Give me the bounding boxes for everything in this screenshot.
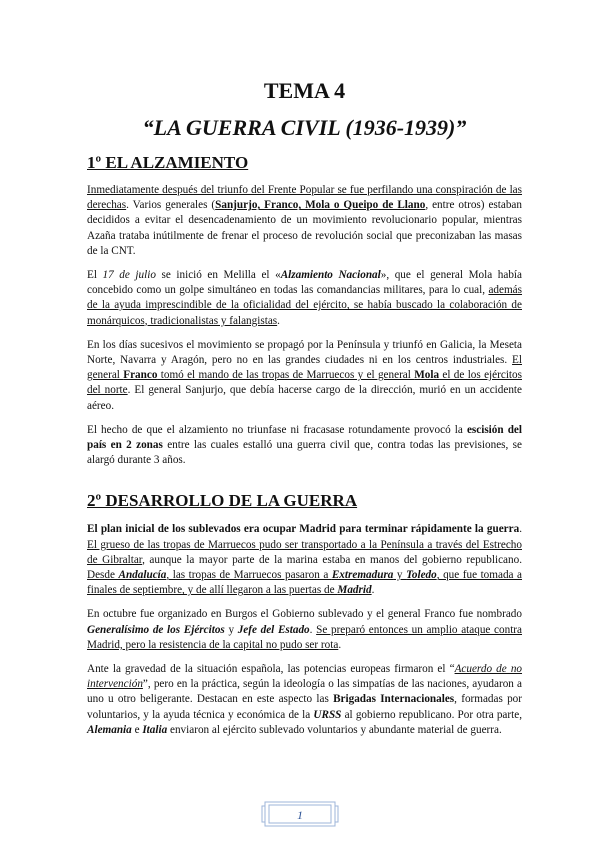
text-run: Desde — [87, 569, 119, 582]
text-run: escisión del país en 2 zonas — [87, 423, 522, 452]
text-run: Generalísimo de los Ejércitos — [87, 623, 225, 636]
text-run: Sanjurjo, Franco, Mola o Queipo de Llano — [215, 199, 426, 212]
text-run: . — [338, 638, 342, 651]
paragraph — [87, 607, 522, 653]
text-run: . — [519, 523, 522, 536]
text-run: , aunque la mayor parte de la marina estaba en manos del gobierno republicano. — [142, 553, 522, 566]
text-run: . El general Sanjurjo, que debía hacerse cargo de la dirección, murió en un accidente aéreo. — [87, 384, 522, 412]
text-run: al gobierno republicano. Por otra parte, — [341, 708, 522, 721]
text-run: Madrid — [337, 584, 372, 597]
text-run: el de los ejércitos del norte — [87, 369, 522, 397]
text-run: Mola — [414, 369, 440, 382]
paragraph — [87, 522, 522, 598]
text-run: Italia — [142, 723, 168, 736]
page-number: 1 — [297, 808, 303, 822]
text-run: En octubre fue organizado en Burgos el Gobierno sublevado y el general Franco fue nombrado — [87, 608, 522, 621]
text-run: Andalucía — [118, 569, 167, 582]
text-run: Inmediatamente después del triunfo del Frente Popular se fue perfilando una conspiración de las derechas — [87, 184, 522, 212]
text-run: Franco — [123, 369, 158, 382]
paragraph — [87, 662, 522, 738]
text-run: El — [87, 269, 103, 282]
text-run: entre las cuales estalló una guerra civil que, contra todas las previsiones, se alargó durante 3 años. — [87, 439, 522, 467]
text-run: Toledo — [406, 569, 437, 582]
text-run: En los días sucesivos el movimiento se propagó por la Península y triunfó en Galicia, la Meseta Norte, Navarra y Aragón, pero no en las grandes ciudades ni en los centros industriales. — [87, 338, 522, 367]
text-run: , las tropas de Marruecos pasaron a — [166, 569, 332, 582]
text-run: y — [224, 623, 238, 636]
text-run: . — [371, 584, 375, 597]
page-number-frame-icon — [261, 796, 339, 832]
text-run: , entre otros) estaban decididos a evitar el desencadenamiento de un movimiento revolucionario popular, mientras Azaña trataba inútilmente de frenar el proceso de revolución social que preconizaban las masas de la CNT. — [87, 199, 522, 257]
text-run: Ante la gravedad de la situación española, las potencias europeas firmaron el “ — [87, 663, 455, 676]
text-run: y — [393, 569, 407, 582]
text-run: », que el general Mola había concebido como un golpe simultáneo en todas las comandancias militares, para lo cual, — [87, 269, 522, 297]
text-run: El grueso de las tropas de Marruecos pudo ser transportado a la Península a través del Estrecho de Gibraltar — [87, 538, 522, 566]
paragraph — [87, 183, 522, 259]
text-run: Jefe del Estado — [237, 623, 310, 636]
text-run: URSS — [313, 708, 342, 721]
text-run: Alzamiento Nacional — [280, 269, 381, 282]
text-run: El plan inicial de los sublevados era ocupar Madrid para terminar rápidamente la guerra — [87, 523, 520, 536]
text-run: Acuerdo de no intervención — [87, 663, 523, 691]
text-run: Se preparó entonces un amplio ataque contra Madrid, pero la resistencia de la capital no pudo ser rota — [87, 623, 522, 651]
text-run: tomó el mando de las tropas de Marruecos y el general — [157, 369, 415, 382]
text-run: Alemania — [87, 723, 132, 736]
paragraph — [87, 423, 522, 469]
text-run: , que fue tomada a finales de septiembre, y de allí llegaron a las puertas de — [87, 569, 523, 597]
document-subtitle: “LA GUERRA CIVIL (1936-1939)” — [142, 115, 467, 140]
text-run: e — [131, 723, 143, 736]
section-body-desarrollo — [87, 522, 522, 738]
section-heading-alzamiento: 1º EL ALZAMIENTO — [87, 153, 249, 172]
text-run: . Varios generales ( — [126, 199, 216, 212]
text-run: además de la ayuda imprescindible de la oficialidad del ejército, se había buscado la colaboración de monárquicos, tradicionalistas y falangistas — [87, 284, 522, 327]
text-run: El hecho de que el alzamiento no triunfase ni fracasase rotundamente provocó la — [87, 423, 467, 436]
text-run: , formadas por voluntarios, y la ayuda técnica y económica de la — [87, 693, 523, 721]
text-run: ”, pero en la práctica, según la ideología o las simpatías de las naciones, ayudaron a uno u otro beligerante. Destacan en este aspecto las — [87, 678, 522, 706]
document-page — [87, 70, 522, 747]
text-run: . — [277, 314, 280, 327]
document-title: TEMA 4 — [263, 78, 346, 103]
text-run: El general — [87, 354, 522, 382]
paragraph — [87, 268, 522, 329]
text-run: . — [309, 623, 317, 636]
page-footer — [0, 796, 600, 836]
section-heading-desarrollo: 2º DESARROLLO DE LA GUERRA — [87, 491, 358, 511]
paragraph — [87, 338, 522, 414]
text-run: se inició en Melilla el « — [155, 269, 281, 282]
section-body-alzamiento — [87, 183, 522, 468]
text-run: Extremadura — [331, 569, 394, 582]
text-run: Brigadas Internacionales — [333, 693, 455, 706]
text-run: enviaron al ejército sublevado voluntarios y abundante material de guerra. — [167, 723, 502, 736]
text-run: 17 de julio — [102, 269, 156, 282]
